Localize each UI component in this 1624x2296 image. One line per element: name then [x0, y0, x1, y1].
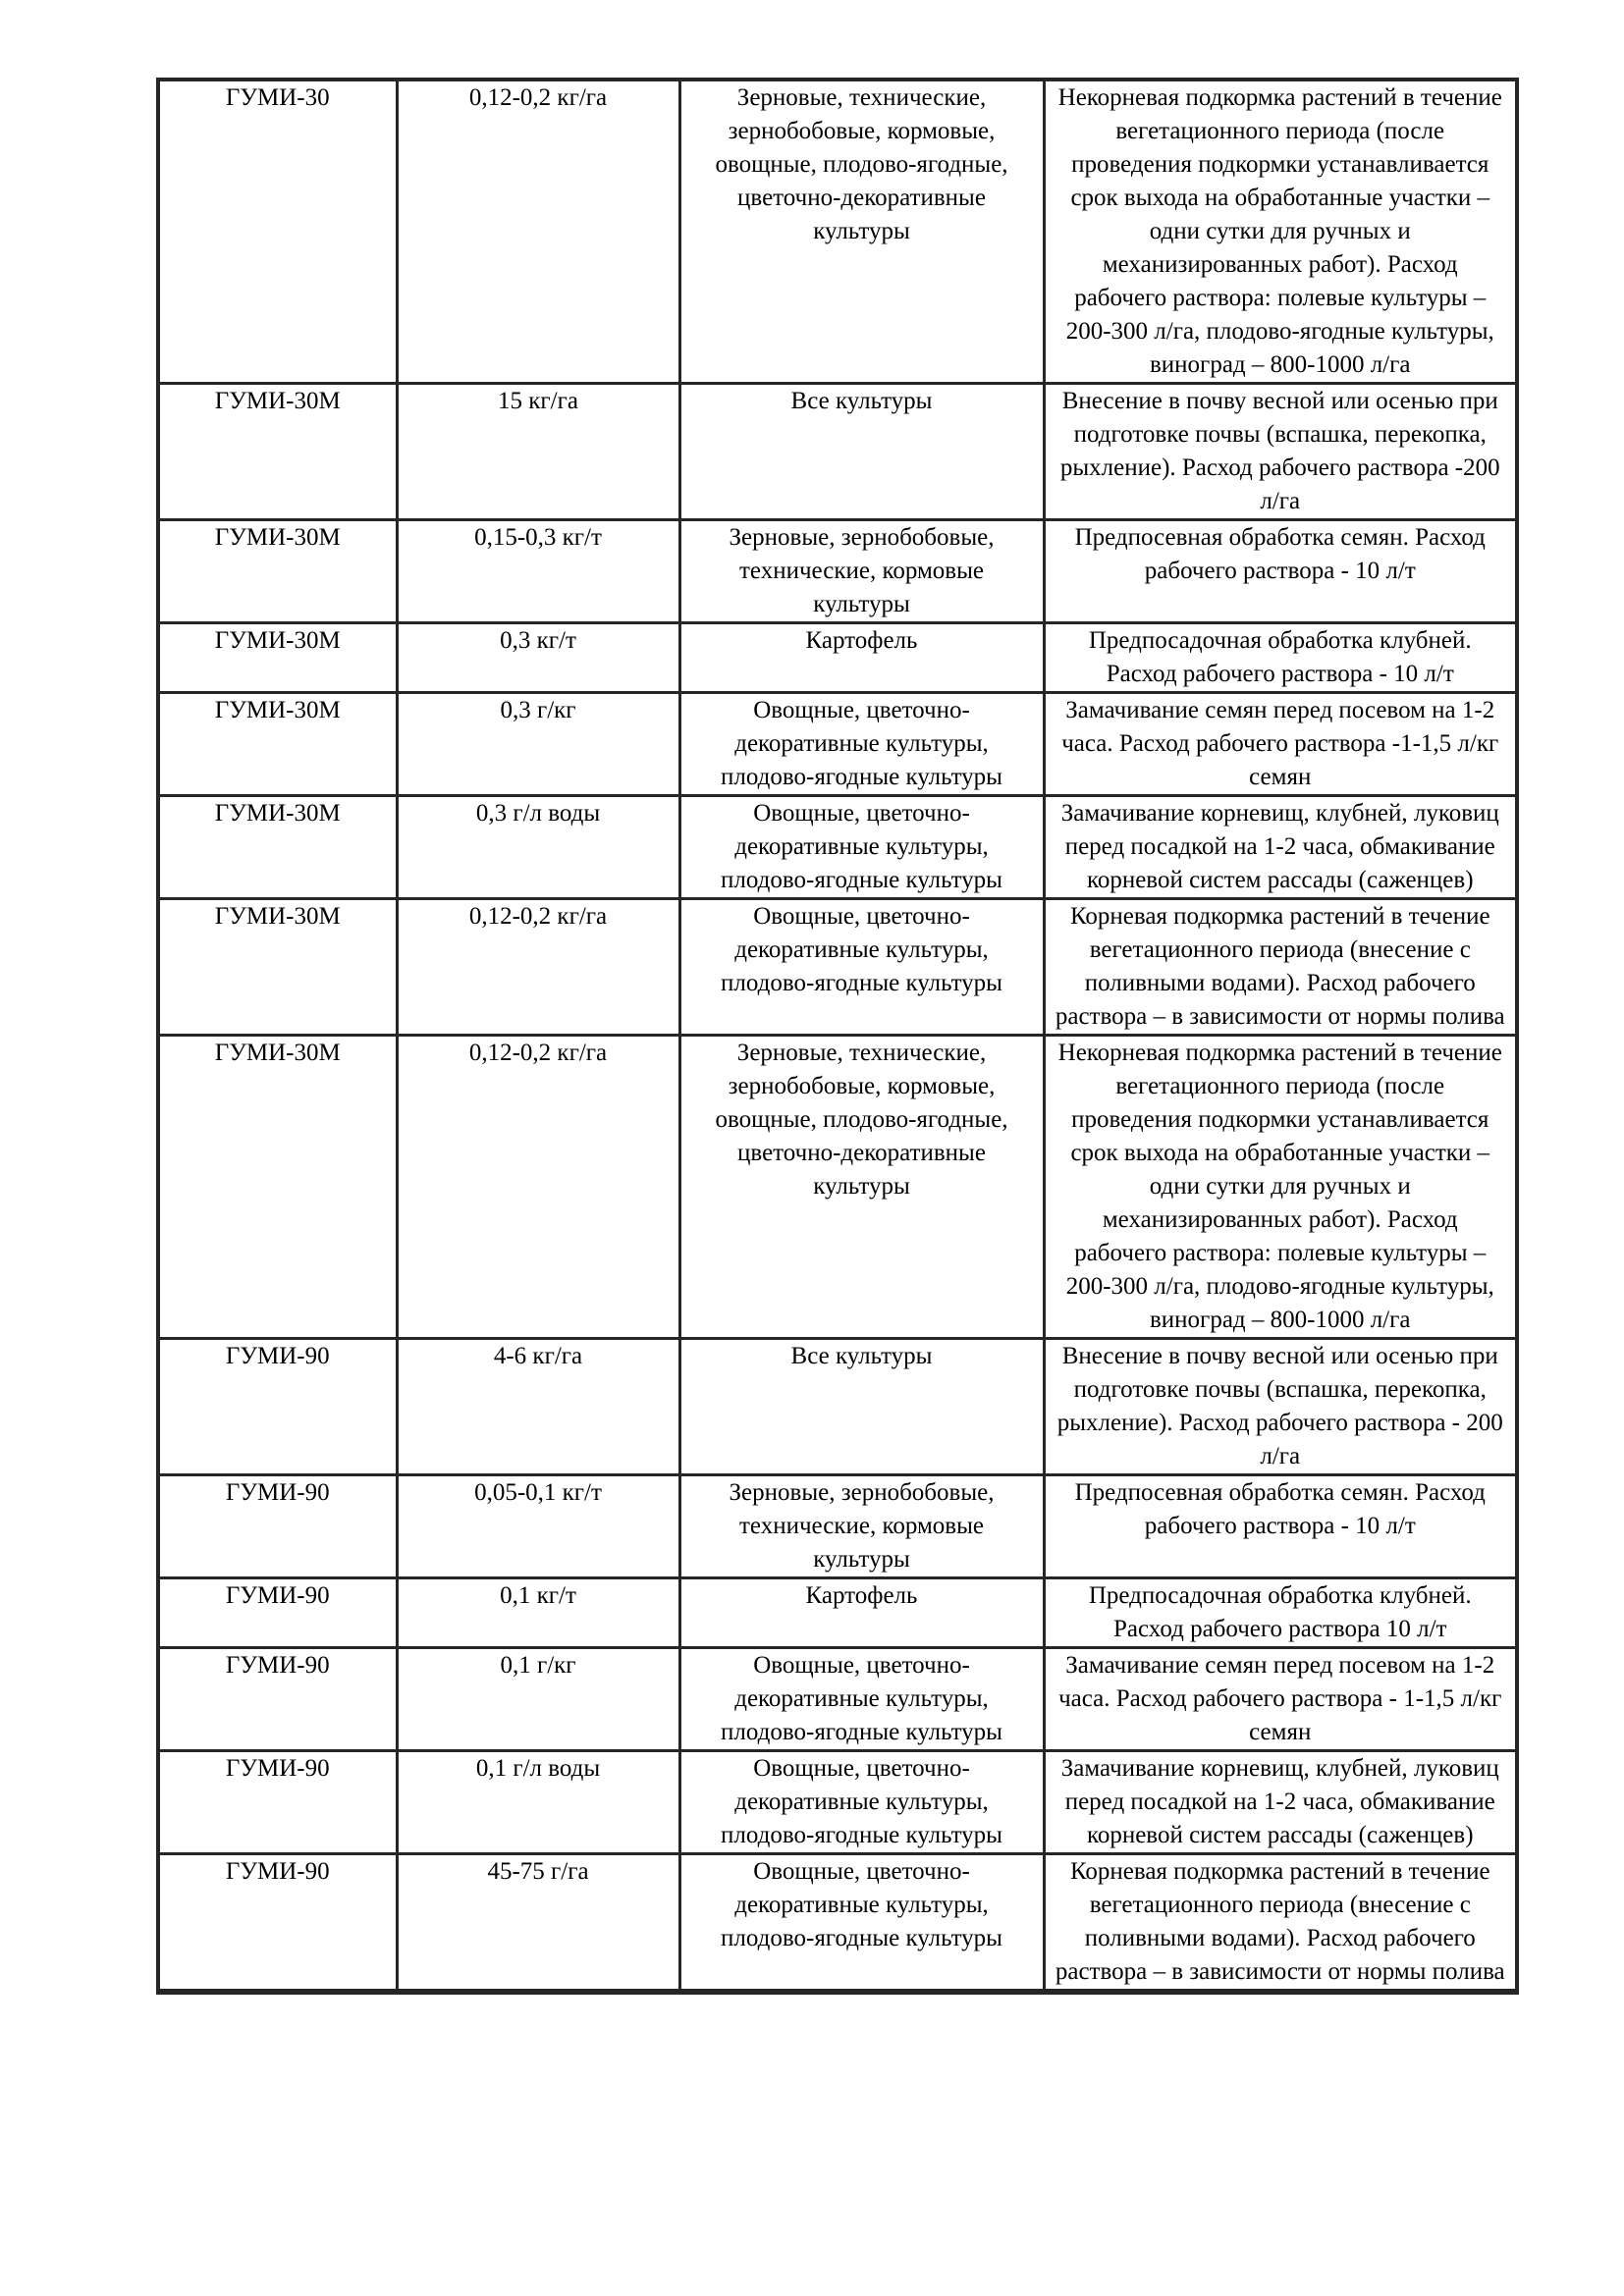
table-row: [158, 80, 1517, 384]
product-cell: ГУМИ-30М: [158, 796, 397, 899]
table-row: [158, 384, 1517, 520]
dose-cell: 0,15-0,3 кг/т: [397, 520, 679, 623]
crops-cell: Овощные, цветочно-декоративные культуры, плодово-ягодные культуры: [679, 1751, 1044, 1854]
application-cell: Замачивание семян перед посевом на 1-2 часа. Расход рабочего раствора -1-1,5 л/кг семян: [1044, 693, 1517, 796]
product-cell: ГУМИ-90: [158, 1648, 397, 1751]
table-row: [158, 1036, 1517, 1339]
table-row: [158, 899, 1517, 1036]
product-cell: ГУМИ-30М: [158, 384, 397, 520]
table-row: [158, 693, 1517, 796]
dose-cell: 0,3 кг/т: [397, 623, 679, 693]
crops-cell: Овощные, цветочно-декоративные культуры, плодово-ягодные культуры: [679, 796, 1044, 899]
product-cell: ГУМИ-30М: [158, 899, 397, 1036]
application-cell: Замачивание корневищ, клубней, луковиц перед посадкой на 1-2 часа, обмакивание корневой систем рассады (саженцев): [1044, 796, 1517, 899]
product-cell: ГУМИ-90: [158, 1475, 397, 1578]
crops-cell: Картофель: [679, 1578, 1044, 1648]
table-row: [158, 1578, 1517, 1648]
dose-cell: 0,12-0,2 кг/га: [397, 899, 679, 1036]
table-row: [158, 623, 1517, 693]
table-row: [158, 1475, 1517, 1578]
table-row: [158, 520, 1517, 623]
product-cell: ГУМИ-90: [158, 1854, 397, 1993]
crops-cell: Все культуры: [679, 1339, 1044, 1475]
crops-cell: Овощные, цветочно-декоративные культуры, плодово-ягодные культуры: [679, 693, 1044, 796]
application-cell: Предпосевная обработка семян. Расход рабочего раствора - 10 л/т: [1044, 1475, 1517, 1578]
crops-cell: Овощные, цветочно-декоративные культуры, плодово-ягодные культуры: [679, 899, 1044, 1036]
application-cell: Предпосадочная обработка клубней. Расход рабочего раствора - 10 л/т: [1044, 623, 1517, 693]
table-row: [158, 1339, 1517, 1475]
product-cell: ГУМИ-30: [158, 80, 397, 384]
dose-cell: 0,3 г/кг: [397, 693, 679, 796]
dose-cell: 0,12-0,2 кг/га: [397, 1036, 679, 1339]
dose-cell: 0,1 г/кг: [397, 1648, 679, 1751]
dose-cell: 0,1 г/л воды: [397, 1751, 679, 1854]
application-cell: Предпосадочная обработка клубней. Расход рабочего раствора 10 л/т: [1044, 1578, 1517, 1648]
dose-cell: 0,3 г/л воды: [397, 796, 679, 899]
product-cell: ГУМИ-30М: [158, 1036, 397, 1339]
crops-cell: Картофель: [679, 623, 1044, 693]
crops-cell: Зерновые, технические, зернобобовые, кормовые, овощные, плодово-ягодные, цветочно-декоративные культуры: [679, 80, 1044, 384]
application-cell: Корневая подкормка растений в течение вегетационного периода (внесение с поливными водами). Расход рабочего раствора – в зависимости от нормы полива: [1044, 1854, 1517, 1993]
application-cell: Внесение в почву весной или осенью при подготовке почвы (вспашка, перекопка, рыхление). Расход рабочего раствора -200 л/га: [1044, 384, 1517, 520]
table-row: [158, 1854, 1517, 1993]
product-cell: ГУМИ-90: [158, 1751, 397, 1854]
application-cell: Внесение в почву весной или осенью при подготовке почвы (вспашка, перекопка, рыхление). Расход рабочего раствора - 200 л/га: [1044, 1339, 1517, 1475]
crops-cell: Зерновые, зернобобовые, технические, кормовые культуры: [679, 520, 1044, 623]
dose-cell: 4-6 кг/га: [397, 1339, 679, 1475]
application-cell: Некорневая подкормка растений в течение вегетационного периода (после проведения подкормки устанавливается срок выхода на обработанные участки – одни сутки для ручных и механизированных работ). Расход рабочего раствора: полевые культуры – 200-300 л/га, плодово-ягодные культуры, виноград – 800-1000 л/га: [1044, 1036, 1517, 1339]
application-cell: Замачивание корневищ, клубней, луковиц перед посадкой на 1-2 часа, обмакивание корневой систем рассады (саженцев): [1044, 1751, 1517, 1854]
product-cell: ГУМИ-30М: [158, 623, 397, 693]
product-cell: ГУМИ-90: [158, 1339, 397, 1475]
crops-cell: Зерновые, технические, зернобобовые, кормовые, овощные, плодово-ягодные, цветочно-декоративные культуры: [679, 1036, 1044, 1339]
application-cell: Некорневая подкормка растений в течение вегетационного периода (после проведения подкормки устанавливается срок выхода на обработанные участки – одни сутки для ручных и механизированных работ). Расход рабочего раствора: полевые культуры – 200-300 л/га, плодово-ягодные культуры, виноград – 800-1000 л/га: [1044, 80, 1517, 384]
crops-cell: Овощные, цветочно-декоративные культуры, плодово-ягодные культуры: [679, 1648, 1044, 1751]
dose-cell: 15 кг/га: [397, 384, 679, 520]
dose-cell: 0,12-0,2 кг/га: [397, 80, 679, 384]
table-row: [158, 796, 1517, 899]
product-cell: ГУМИ-90: [158, 1578, 397, 1648]
application-cell: Предпосевная обработка семян. Расход рабочего раствора - 10 л/т: [1044, 520, 1517, 623]
dose-cell: 45-75 г/га: [397, 1854, 679, 1993]
dose-cell: 0,05-0,1 кг/т: [397, 1475, 679, 1578]
crops-cell: Все культуры: [679, 384, 1044, 520]
product-cell: ГУМИ-30М: [158, 693, 397, 796]
product-cell: ГУМИ-30М: [158, 520, 397, 623]
crops-cell: Овощные, цветочно-декоративные культуры, плодово-ягодные культуры: [679, 1854, 1044, 1993]
dose-cell: 0,1 кг/т: [397, 1578, 679, 1648]
table-row: [158, 1648, 1517, 1751]
application-cell: Корневая подкормка растений в течение вегетационного периода (внесение с поливными водами). Расход рабочего раствора – в зависимости от нормы полива: [1044, 899, 1517, 1036]
table-row: [158, 1751, 1517, 1854]
fertilizer-application-table: [156, 78, 1519, 1995]
table-body: [158, 80, 1517, 1992]
application-cell: Замачивание семян перед посевом на 1-2 часа. Расход рабочего раствора - 1-1,5 л/кг семян: [1044, 1648, 1517, 1751]
crops-cell: Зерновые, зернобобовые, технические, кормовые культуры: [679, 1475, 1044, 1578]
